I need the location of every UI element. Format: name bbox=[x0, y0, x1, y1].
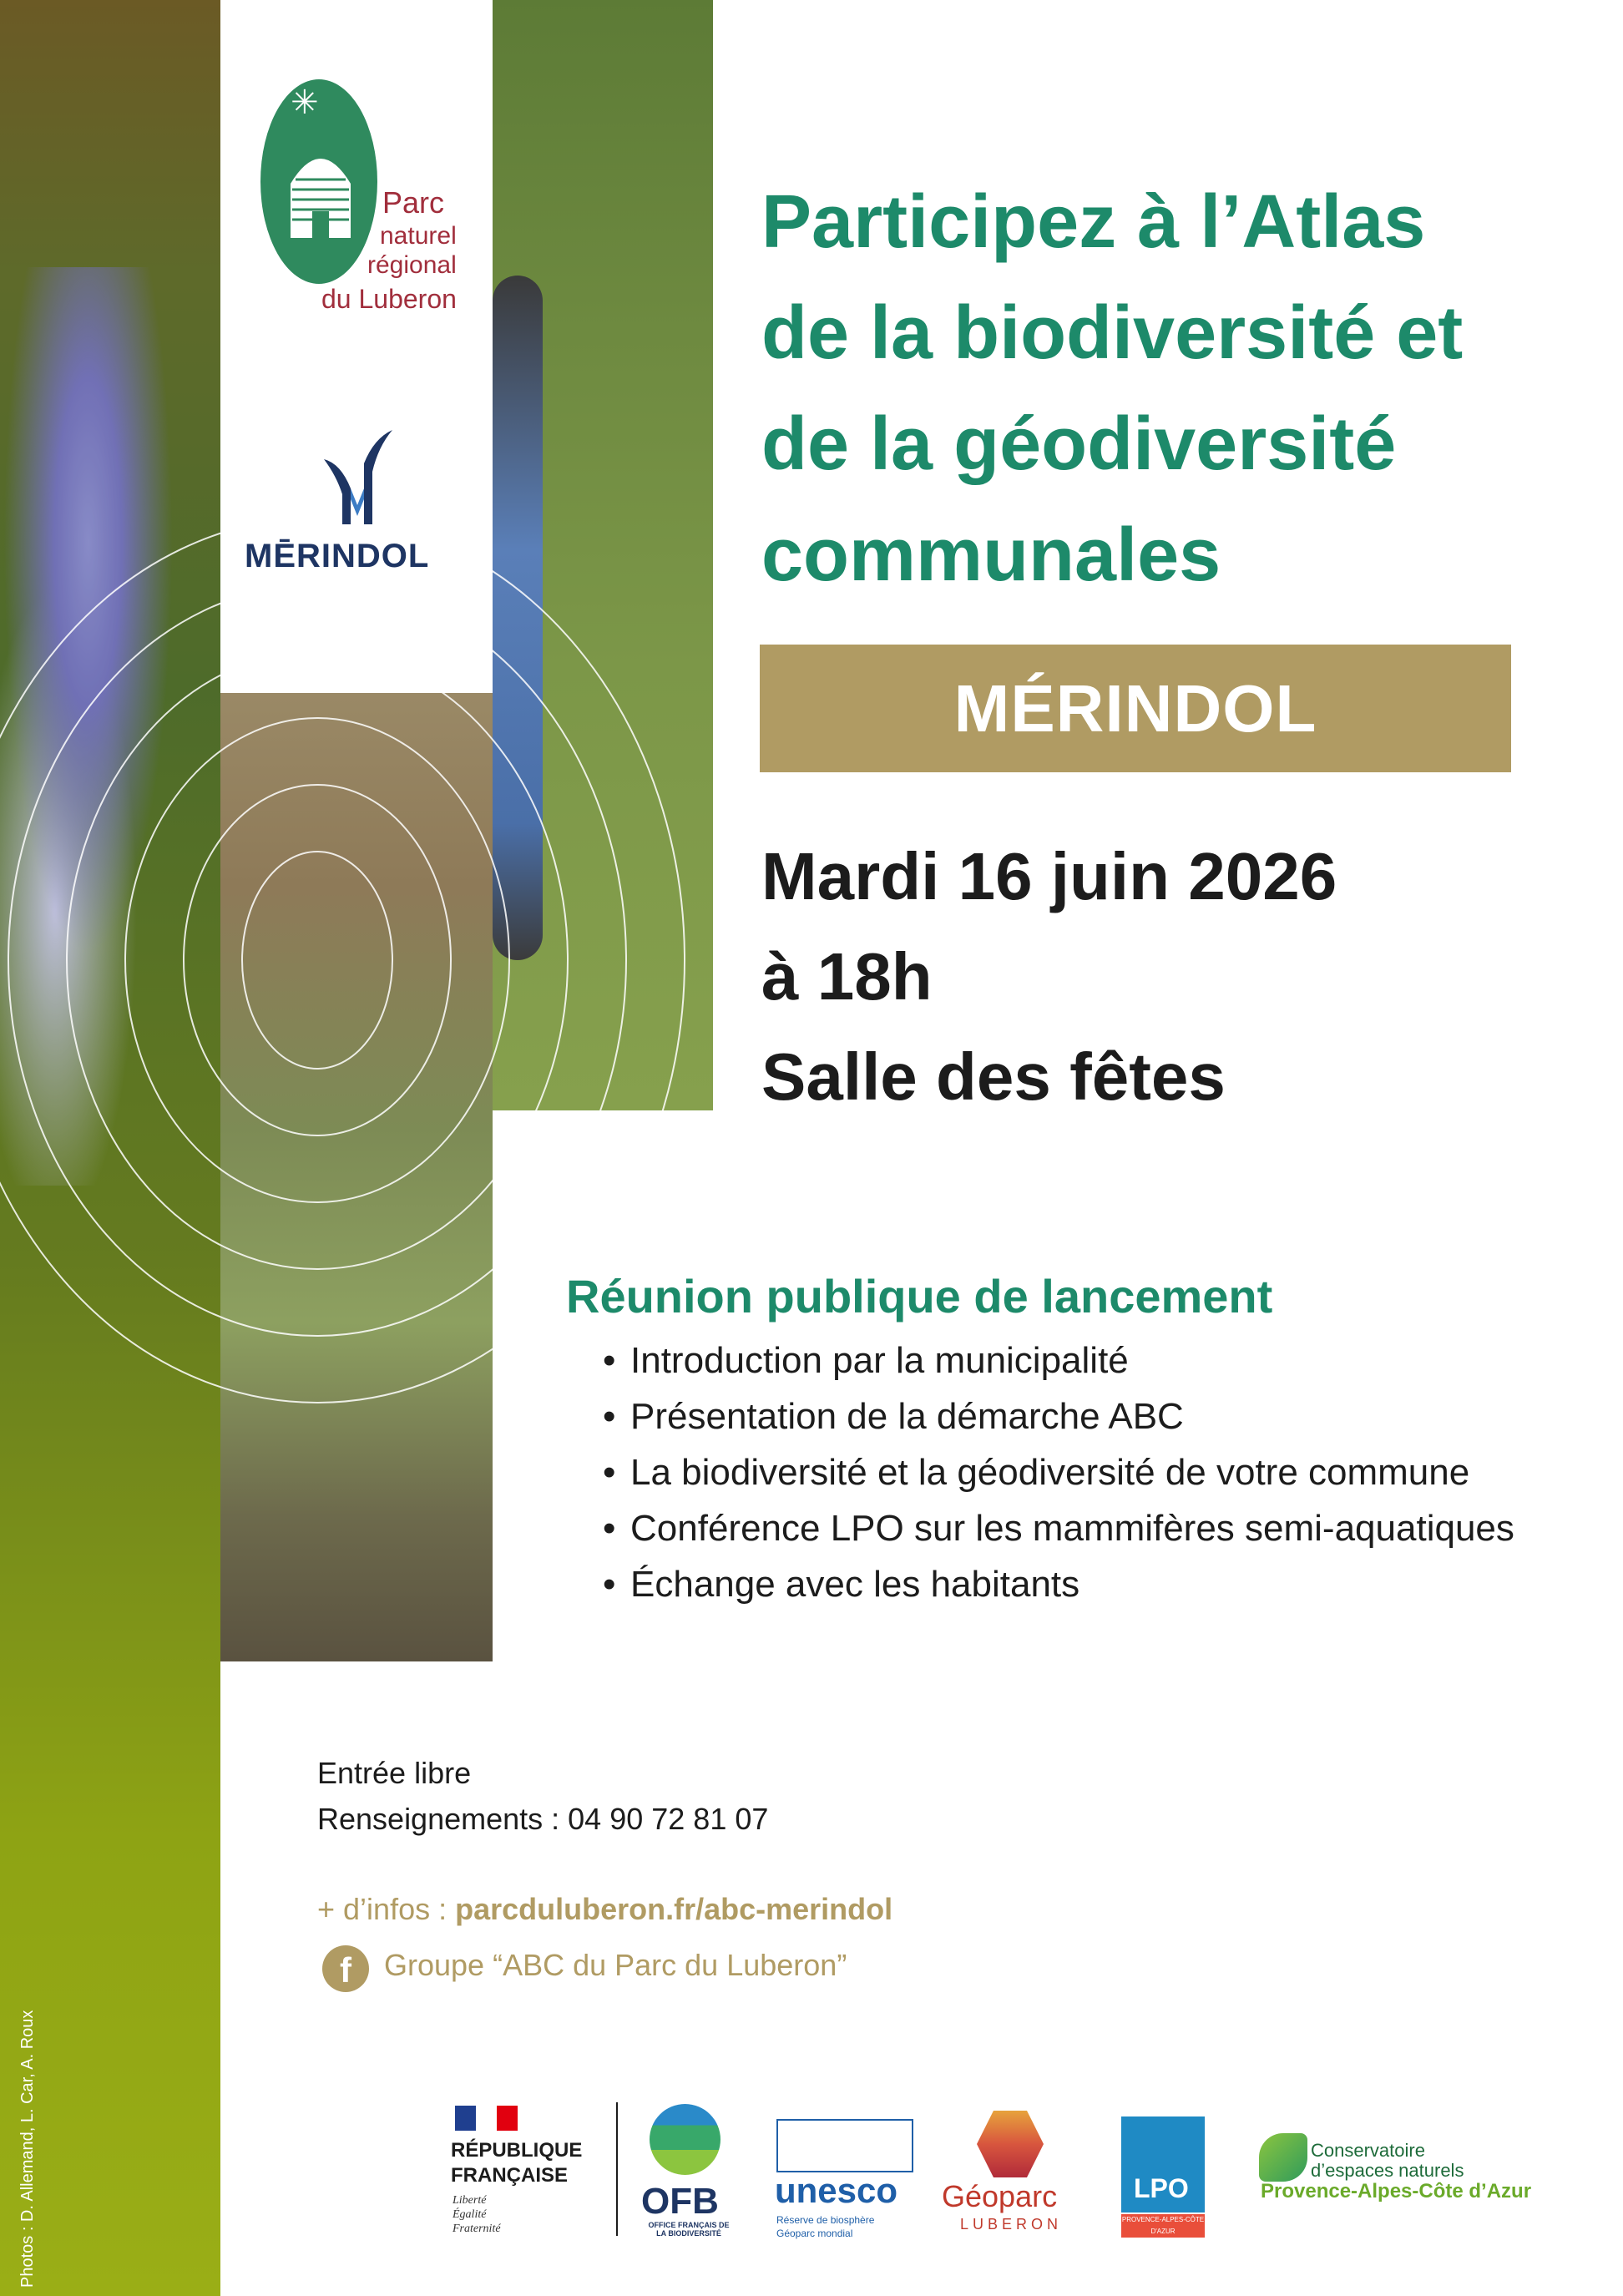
dragonfly-overlay bbox=[493, 0, 713, 1110]
rf-motto-fraternite: Fraternité bbox=[453, 2223, 501, 2235]
list-item bbox=[603, 1556, 1514, 1612]
borie-house-icon bbox=[284, 138, 357, 238]
parc-logo-line1: Parc bbox=[382, 185, 445, 220]
meeting-title: Réunion publique de lancement bbox=[566, 1270, 1273, 1322]
bullet: • bbox=[603, 1396, 616, 1437]
event-venue: Salle des fêtes bbox=[761, 1039, 1226, 1114]
ofb-logo-subtitle: OFFICE FRANÇAIS DE LA BIODIVERSITÉ bbox=[648, 2221, 730, 2238]
unesco-logo-text: unesco bbox=[775, 2171, 898, 2210]
entry-info: Entrée libre bbox=[317, 1756, 472, 1790]
bullet: • bbox=[603, 1452, 616, 1493]
flower-photo-strip bbox=[0, 0, 220, 2296]
bullet: • bbox=[603, 1508, 616, 1549]
list-item bbox=[603, 1333, 1514, 1388]
geoparc-logo-subtitle: LUBERON bbox=[960, 2216, 1063, 2233]
french-flag-icon bbox=[455, 2106, 518, 2131]
page-title bbox=[761, 167, 1596, 611]
agenda-item-text: Échange avec les habitants bbox=[630, 1564, 1080, 1605]
event-date: Mardi 16 juin 2026 bbox=[761, 839, 1337, 913]
merindol-bird-icon bbox=[316, 426, 399, 526]
list-item bbox=[603, 1500, 1514, 1556]
cen-logo-line3: Provence-Alpes-Côte d’Azur bbox=[1261, 2180, 1532, 2202]
facebook-group-link[interactable]: Groupe “ABC du Parc du Luberon” bbox=[384, 1948, 847, 1982]
phone-info: Renseignements : 04 90 72 81 07 bbox=[317, 1802, 769, 1836]
unesco-emblem-icon bbox=[776, 2119, 913, 2172]
rf-motto-egalite: Égalité bbox=[453, 2208, 487, 2221]
title-line: communales bbox=[761, 513, 1221, 597]
asterisk-icon: ✳ bbox=[291, 83, 319, 122]
town-name: MÉRINDOL bbox=[953, 670, 1317, 746]
more-info bbox=[317, 1892, 892, 1927]
parc-logo-line2: naturel bbox=[380, 222, 457, 250]
title-line: de la biodiversité et bbox=[761, 291, 1464, 375]
lpo-logo-subtitle: PROVENCE-ALPES-CÔTE D'AZUR bbox=[1121, 2214, 1205, 2238]
unesco-subtitle-2: Géoparc mondial bbox=[776, 2228, 853, 2239]
bullet: • bbox=[603, 1340, 616, 1381]
agenda-item-text: Présentation de la démarche ABC bbox=[630, 1396, 1184, 1437]
agenda-item-text: Introduction par la municipalité bbox=[630, 1340, 1129, 1381]
republique-francaise-logo-line1: RÉPUBLIQUE bbox=[451, 2139, 583, 2162]
event-time: à 18h bbox=[761, 939, 933, 1014]
unesco-subtitle-1: Réserve de biosphère bbox=[776, 2214, 875, 2226]
agenda-item-text: Conférence LPO sur les mammifères semi-aquatiques bbox=[630, 1508, 1514, 1549]
cen-leaf-icon bbox=[1259, 2133, 1307, 2182]
photo-credits: Photos : D. Allemand, L. Car, A. Roux bbox=[18, 2010, 37, 2288]
bullet: • bbox=[603, 1564, 616, 1605]
list-item bbox=[603, 1388, 1514, 1444]
lpo-logo-text: LPO bbox=[1134, 2173, 1189, 2203]
merindol-logo-text: MĒRINDOL bbox=[245, 538, 430, 574]
cen-logo-line2: d’espaces naturels bbox=[1311, 2160, 1464, 2181]
rf-motto-liberte: Liberté bbox=[453, 2194, 487, 2207]
parc-logo-line4: du Luberon bbox=[321, 284, 457, 314]
facebook-icon[interactable]: f bbox=[322, 1945, 369, 1992]
website-link[interactable]: parcduluberon.fr/abc-merindol bbox=[455, 1892, 893, 1926]
lizard-photo bbox=[220, 693, 493, 1661]
ofb-logo-text: OFB bbox=[641, 2181, 719, 2222]
geoparc-emblem-icon bbox=[977, 2111, 1044, 2177]
title-line: de la géodiversité bbox=[761, 402, 1397, 486]
ofb-logo-icon bbox=[650, 2104, 720, 2175]
agenda-item-text: La biodiversité et la géodiversité de votre commune bbox=[630, 1452, 1470, 1493]
geoparc-logo-text: Géoparc bbox=[942, 2179, 1058, 2213]
more-info-prefix: + d’infos : bbox=[317, 1892, 456, 1926]
list-item bbox=[603, 1444, 1514, 1500]
cen-logo-line1: Conservatoire bbox=[1311, 2140, 1425, 2161]
republique-francaise-logo-line2: FRANÇAISE bbox=[451, 2164, 569, 2187]
flower-photo bbox=[0, 267, 220, 1186]
event-details bbox=[761, 827, 1337, 1127]
town-banner bbox=[760, 645, 1511, 772]
logo-separator bbox=[616, 2102, 618, 2236]
agenda-list bbox=[603, 1333, 1514, 1612]
parc-logo-line3: régional bbox=[367, 251, 457, 279]
title-line: Participez à l’Atlas bbox=[761, 180, 1426, 264]
